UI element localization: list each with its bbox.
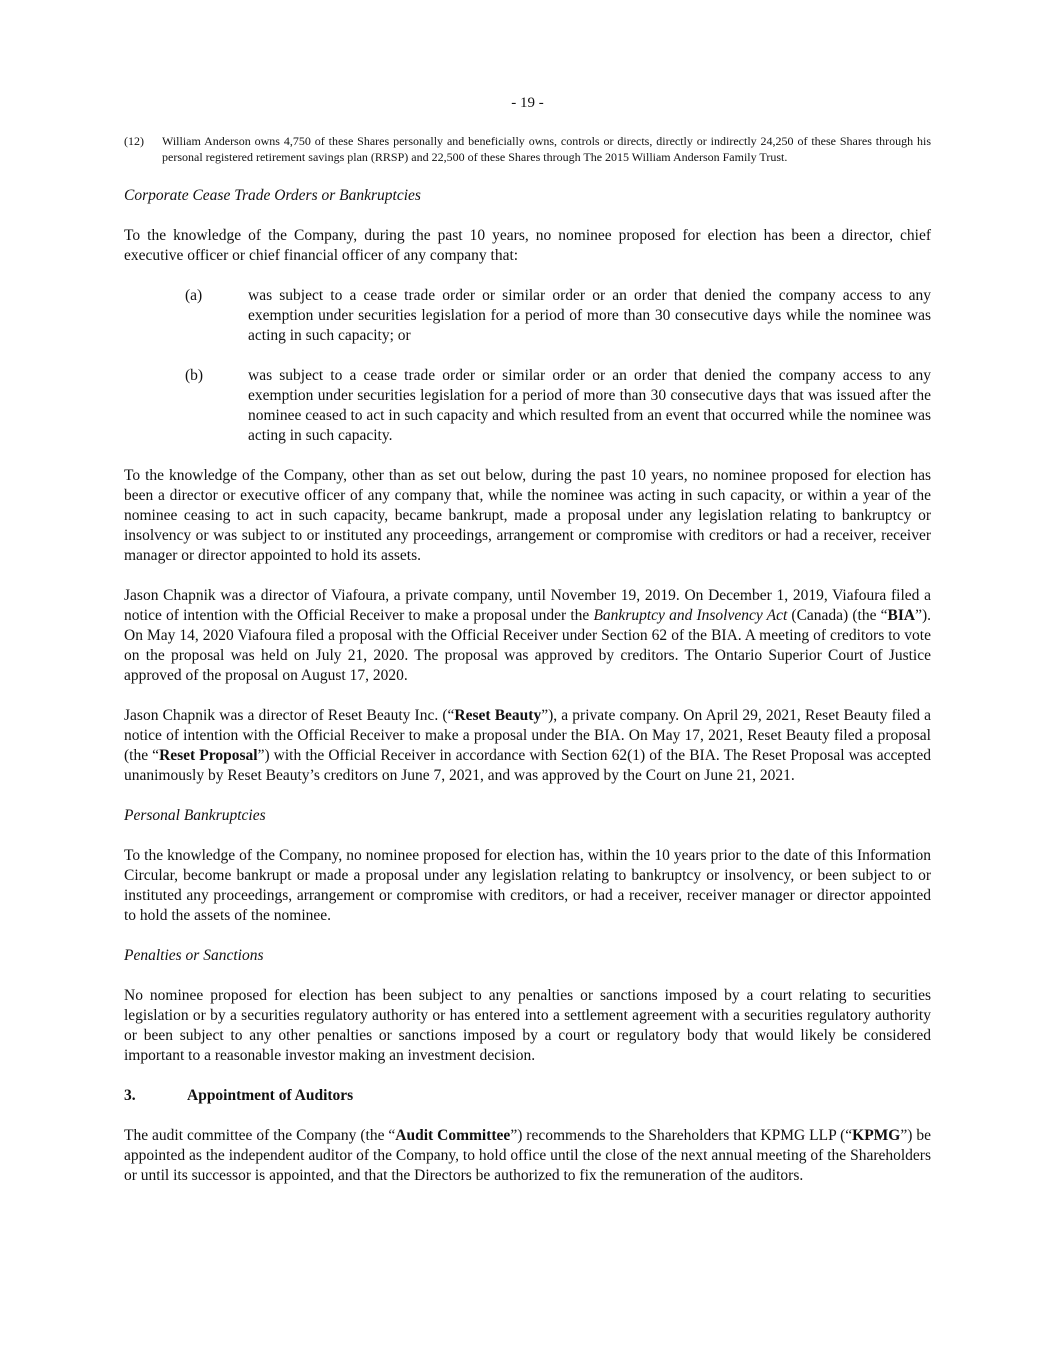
auditors-paragraph (124, 1126, 931, 1186)
cease-trade-intro: To the knowledge of the Company, during the past 10 years, no nominee proposed for election has been a director, chief executive officer or chief financial officer of any company that: (124, 227, 931, 264)
page-number: - 19 - (511, 95, 544, 111)
cease-trade-heading: Corporate Cease Trade Orders or Bankruptcies (124, 187, 421, 204)
bankruptcy-paragraph: To the knowledge of the Company, other than as set out below, during the past 10 years, no nominee proposed for election has been a director or executive officer of any company that, while the nominee was acting in such capacity, or within a year of the nominee ceasing to act in such capacity, became bankrupt, made a proposal under any legislation relating to bankruptcy or insolvency or was subject to or instituted any proceedings, arrangement or compromise with creditors or had a receiver, receiver manager or director appointed to hold its assets. (124, 467, 931, 564)
list-marker: (a) (185, 287, 203, 304)
document-body (124, 133, 931, 1206)
viafoura-paragraph (124, 586, 931, 686)
reset-text-3: ”) with the Official Receiver in accordance with Section 62(1) of the BIA. The Reset Proposal was accepted unanimously by Reset Beauty’s creditors on June 7, 2021, and was approved by the Court on June 21, 2021. (124, 747, 931, 784)
auditors-text-1: The audit committee of the Company (the “ (124, 1127, 396, 1144)
list-item (124, 286, 931, 346)
audit-committee-term: Audit Committee (395, 1127, 511, 1144)
list-item (124, 366, 931, 446)
list-item-text: was subject to a cease trade order or similar order or an order that denied the company access to any exemption under securities legislation for a period of more than 30 consecutive days that was issued after the nominee ceased to act in such capacity and which resulted from an event that occurred while the nominee was acting in such capacity. (248, 367, 931, 444)
act-name: Bankruptcy and Insolvency Act (593, 607, 788, 624)
viafoura-text-1: Jason Chapnik was a director of Viafoura, a private company, until November 19, 2019. On December 1, 2019, Viafoura filed a notice of intention with the Official Receiver to make a proposal under the (124, 587, 931, 624)
reset-text-1: Jason Chapnik was a director of Reset Beauty Inc. (“ (124, 707, 455, 724)
reset-beauty-paragraph (124, 706, 931, 786)
auditors-text-2: ”) recommends to the Shareholders that KPMG LLP (“ (510, 1127, 853, 1144)
section-number: 3. (124, 1087, 136, 1104)
penalties-paragraph: No nominee proposed for election has been subject to any penalties or sanctions imposed by a court relating to securities legislation or by a securities regulatory authority or has entered into a settlement agreement with a securities regulatory authority or been subject to any other penalties or sanctions imposed by a court or regulatory body that would likely be considered important to a reasonable investor making an investment decision. (124, 987, 931, 1064)
auditors-text-3: ”) be appointed as the independent auditor of the Company, to hold office until the close of the next annual meeting of the Shareholders or until its successor is appointed, and that the Directors be authorized to fix the remuneration of the auditors. (124, 1127, 931, 1184)
section-heading-auditors (124, 1086, 931, 1106)
viafoura-text-2: (Canada) (the “ (787, 607, 888, 624)
reset-text-2: ”), a private company. On April 29, 2021, Reset Beauty filed a notice of intention with the Official Receiver to make a proposal under the BIA. On May 17, 2021, Reset Beauty filed a proposal (the “ (124, 707, 932, 764)
footnote-text: William Anderson owns 4,750 of these Shares personally and beneficially owns, controls or directs, directly or indirectly 24,250 of these Shares through his personal registered retirement savings plan (RRSP) and 22,500 of these Shares through The 2015 William Anderson Family Trust. (162, 134, 931, 164)
reset-beauty-term: Reset Beauty (454, 707, 542, 724)
reset-proposal-term: Reset Proposal (159, 747, 258, 764)
penalties-heading: Penalties or Sanctions (124, 947, 264, 964)
personal-bankruptcies-heading: Personal Bankruptcies (124, 807, 266, 824)
footnote-number: (12) (124, 134, 144, 148)
kpmg-term: KPMG (852, 1127, 901, 1144)
bia-term: BIA (887, 607, 916, 624)
section-title: Appointment of Auditors (187, 1087, 354, 1104)
list-item-text: was subject to a cease trade order or similar order or an order that denied the company access to any exemption under securities legislation for a period of more than 30 consecutive days while the nominee was acting in such capacity; or (248, 287, 931, 344)
personal-bankruptcies-paragraph: To the knowledge of the Company, no nominee proposed for election has, within the 10 years prior to the date of this Information Circular, become bankrupt or made a proposal under any legislation relating to bankruptcy or insolvency, or been subject to or instituted any proceedings, arrangement or compromise with creditors, or had a receiver, receiver manager or director appointed to hold the assets of the nominee. (124, 847, 931, 924)
list-marker: (b) (185, 367, 204, 384)
viafoura-text-3: ”). On May 14, 2020 Viafoura filed a proposal with the Official Receiver under Section 62 of the BIA. A meeting of creditors to vote on the proposal was held on July 21, 2020. The proposal was approved by creditors. The Ontario Superior Court of Justice approved of the proposal on August 17, 2020. (124, 607, 931, 684)
footnote (124, 133, 931, 165)
